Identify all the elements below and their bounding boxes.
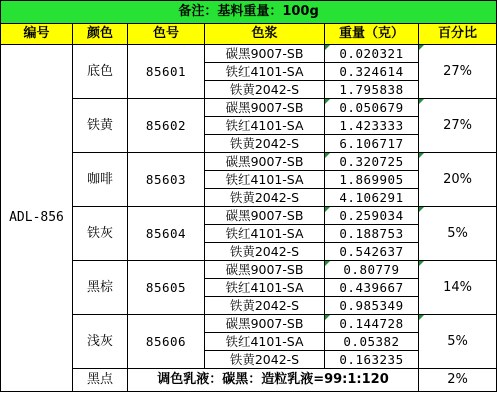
pigment-cell[interactable]: 铁黄2042-S bbox=[205, 243, 325, 261]
header-code[interactable]: 编号 bbox=[1, 24, 73, 45]
color-no-cell[interactable]: 85603 bbox=[128, 153, 205, 207]
weight-cell[interactable]: 0.80779 bbox=[325, 261, 419, 279]
color-cell[interactable]: 铁黄 bbox=[73, 99, 128, 153]
pigment-cell[interactable]: 铁黄2042-S bbox=[205, 189, 325, 207]
weight-cell[interactable]: 0.542637 bbox=[325, 243, 419, 261]
banner-row bbox=[1, 1, 497, 24]
header-pigment[interactable]: 色浆 bbox=[205, 24, 325, 45]
pigment-cell[interactable]: 铁红4101-SA bbox=[205, 63, 325, 81]
percent-cell[interactable]: 14% bbox=[419, 261, 497, 315]
pigment-cell[interactable]: 铁红4101-SA bbox=[205, 171, 325, 189]
percent-cell[interactable]: 5% bbox=[419, 315, 497, 369]
weight-cell[interactable]: 1.869905 bbox=[325, 171, 419, 189]
percent-cell[interactable]: 2% bbox=[419, 369, 497, 392]
color-cell[interactable]: 黑棕 bbox=[73, 261, 128, 315]
color-no-cell[interactable]: 85604 bbox=[128, 207, 205, 261]
pigment-cell[interactable]: 碳黑9007-SB bbox=[205, 45, 325, 63]
weight-cell[interactable]: 0.050679 bbox=[325, 99, 419, 117]
weight-cell[interactable]: 0.985349 bbox=[325, 297, 419, 315]
pigment-cell[interactable]: 铁黄2042-S bbox=[205, 297, 325, 315]
table-row bbox=[1, 99, 497, 117]
banner-cell[interactable]: 备注：基料重量：100g bbox=[1, 1, 497, 24]
pigment-cell[interactable]: 铁红4101-SA bbox=[205, 117, 325, 135]
pigment-cell[interactable]: 碳黑9007-SB bbox=[205, 207, 325, 225]
pigment-cell[interactable]: 碳黑9007-SB bbox=[205, 261, 325, 279]
header-percent[interactable]: 百分比 bbox=[419, 24, 497, 45]
color-no-cell[interactable]: 85601 bbox=[128, 45, 205, 99]
color-cell[interactable]: 浅灰 bbox=[73, 315, 128, 369]
header-row bbox=[1, 24, 497, 45]
percent-cell[interactable]: 27% bbox=[419, 45, 497, 99]
table-row bbox=[1, 315, 497, 333]
table-row bbox=[1, 261, 497, 279]
color-cell[interactable]: 咖啡 bbox=[73, 153, 128, 207]
pigment-cell[interactable]: 铁黄2042-S bbox=[205, 351, 325, 369]
weight-cell[interactable]: 0.324614 bbox=[325, 63, 419, 81]
percent-cell[interactable]: 5% bbox=[419, 207, 497, 261]
formula-cell[interactable]: 调色乳液：碳黑：造粒乳液=99:1:120 bbox=[128, 369, 419, 392]
weight-cell[interactable]: 0.020321 bbox=[325, 45, 419, 63]
weight-cell[interactable]: 0.439667 bbox=[325, 279, 419, 297]
color-cell[interactable]: 黑点 bbox=[73, 369, 128, 392]
weight-cell[interactable]: 0.05382 bbox=[325, 333, 419, 351]
pigment-cell[interactable]: 铁红4101-SA bbox=[205, 333, 325, 351]
code-cell[interactable]: ADL-856 bbox=[1, 45, 73, 392]
table-row bbox=[1, 369, 497, 392]
header-color[interactable]: 颜色 bbox=[73, 24, 128, 45]
header-weight[interactable]: 重量（克） bbox=[325, 24, 419, 45]
pigment-cell[interactable]: 铁红4101-SA bbox=[205, 279, 325, 297]
table-row bbox=[1, 45, 497, 63]
color-cell[interactable]: 铁灰 bbox=[73, 207, 128, 261]
color-no-cell[interactable]: 85605 bbox=[128, 261, 205, 315]
weight-cell[interactable]: 0.188753 bbox=[325, 225, 419, 243]
pigment-cell[interactable]: 铁黄2042-S bbox=[205, 135, 325, 153]
pigment-cell[interactable]: 碳黑9007-SB bbox=[205, 99, 325, 117]
pigment-cell[interactable]: 铁红4101-SA bbox=[205, 225, 325, 243]
table-row bbox=[1, 207, 497, 225]
color-no-cell[interactable]: 85602 bbox=[128, 99, 205, 153]
weight-cell[interactable]: 6.106717 bbox=[325, 135, 419, 153]
percent-cell[interactable]: 27% bbox=[419, 99, 497, 153]
percent-cell[interactable]: 20% bbox=[419, 153, 497, 207]
table-row bbox=[1, 153, 497, 171]
weight-cell[interactable]: 1.795838 bbox=[325, 81, 419, 99]
weight-cell[interactable]: 0.163235 bbox=[325, 351, 419, 369]
weight-cell[interactable]: 0.259034 bbox=[325, 207, 419, 225]
pigment-cell[interactable]: 碳黑9007-SB bbox=[205, 153, 325, 171]
weight-cell[interactable]: 1.423333 bbox=[325, 117, 419, 135]
color-cell[interactable]: 底色 bbox=[73, 45, 128, 99]
color-no-cell[interactable]: 85606 bbox=[128, 315, 205, 369]
weight-cell[interactable]: 4.106291 bbox=[325, 189, 419, 207]
pigment-cell[interactable]: 碳黑9007-SB bbox=[205, 315, 325, 333]
weight-cell[interactable]: 0.320725 bbox=[325, 153, 419, 171]
pigment-cell[interactable]: 铁黄2042-S bbox=[205, 81, 325, 99]
weight-cell[interactable]: 0.144728 bbox=[325, 315, 419, 333]
header-color-no[interactable]: 色号 bbox=[128, 24, 205, 45]
